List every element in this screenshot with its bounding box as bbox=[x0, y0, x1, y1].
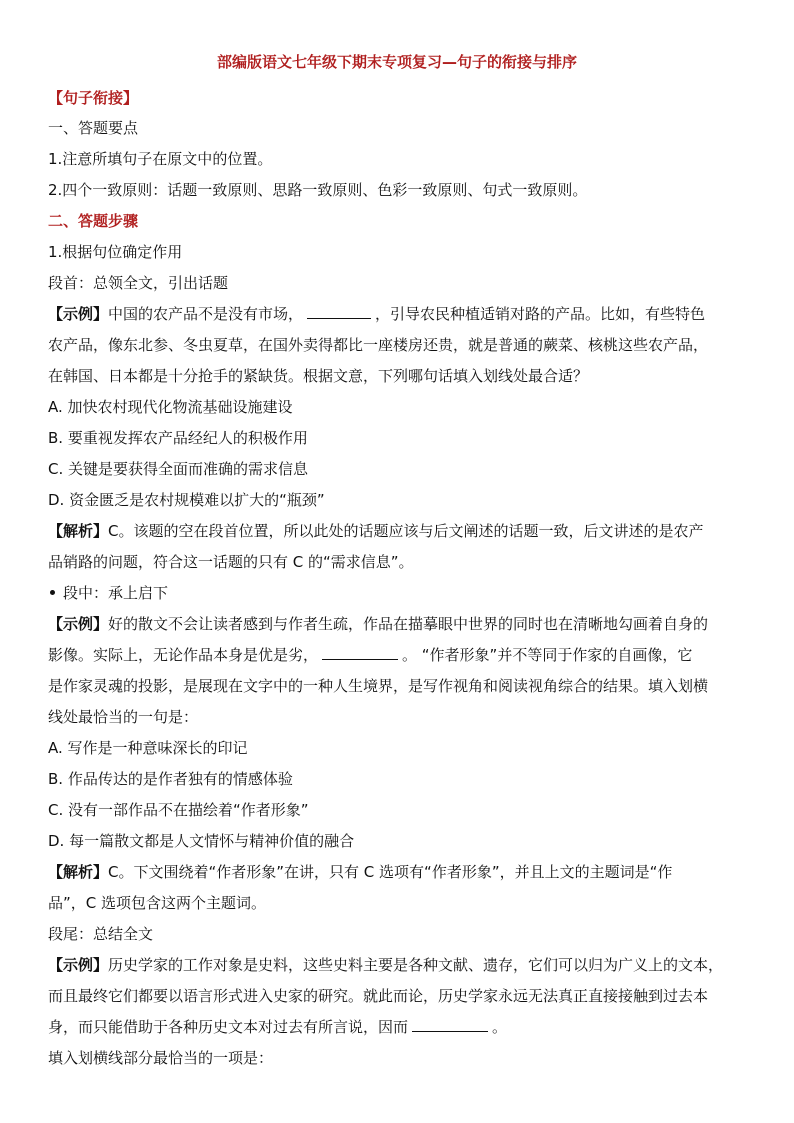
example-3-line-1: 【示例】历史学家的工作对象是史料，这些史料主要是各种文献、遗存，它们可以归为广义上的文本， bbox=[48, 956, 724, 974]
option-b: B. 要重视发挥农产品经纪人的积极作用 bbox=[48, 429, 308, 447]
example-1-line-2: 农产品，像东北参、冬虫夏草，在国外卖得都比一座楼房还贵，就是普通的蕨菜、核桃这些农产品， bbox=[48, 336, 709, 354]
step-1-paragraph-end: 段尾：总结全文 bbox=[48, 925, 154, 943]
option-a: A. 加快农村现代化物流基础设施建设 bbox=[48, 398, 293, 416]
example-tag: 【示例】 bbox=[48, 305, 109, 323]
example-2-line-4: 线处最恰当的一句是： bbox=[48, 708, 199, 726]
example-1-line-1: 【示例】中国的农产品不是没有市场， ，引导农民种植适销对路的产品。比如，有些特色 bbox=[48, 305, 706, 323]
page-title: 部编版语文七年级下期末专项复习—句子的衔接与排序 bbox=[216, 53, 577, 71]
fill-blank bbox=[412, 1017, 488, 1032]
analysis-tag: 【解析】 bbox=[48, 522, 109, 540]
example-3-line-4: 填入划横线部分最恰当的一项是： bbox=[48, 1049, 274, 1067]
step-1-paragraph-start: 段首：总领全文，引出话题 bbox=[48, 274, 229, 292]
heading-steps: 二、答题步骤 bbox=[48, 212, 139, 230]
point-1: 1.注意所填句子在原文中的位置。 bbox=[48, 150, 273, 168]
example-3-line-2: 而且最终它们都要以语言形式进入史家的研究。就此而论，历史学家永远无法真正直接接触到过去本 bbox=[48, 987, 709, 1005]
bullet-icon bbox=[50, 590, 55, 595]
fill-blank bbox=[322, 645, 398, 660]
example-1-line-3: 在韩国、日本都是十分抢手的紧缺货。根据文意，下列哪句话填入划线处最合适？ bbox=[48, 367, 589, 385]
example-3-line-3: 身，而只能借助于各种历史文本对过去有所言说，因而 。 bbox=[48, 1018, 508, 1036]
analysis-1-line-1: 【解析】C。该题的空在段首位置，所以此处的话题应该与后文阐述的话题一致，后文讲述的是农产 bbox=[48, 522, 704, 540]
option-c: C. 没有一部作品不在描绘着“作者形象” bbox=[48, 801, 309, 819]
option-d: D. 每一篇散文都是人文情怀与精神价值的融合 bbox=[48, 832, 355, 850]
point-2: 2.四个一致原则：话题一致原则、思路一致原则、色彩一致原则、句式一致原则。 bbox=[48, 181, 588, 199]
fill-blank bbox=[307, 304, 371, 319]
heading-key-points: 一、答题要点 bbox=[48, 119, 139, 137]
analysis-1-line-2: 品销路的问题，符合这一话题的只有 C 的“需求信息”。 bbox=[48, 553, 414, 571]
option-a: A. 写作是一种意味深长的印记 bbox=[48, 739, 248, 757]
step-1: 1.根据句位确定作用 bbox=[48, 243, 183, 261]
option-d: D. 资金匮乏是农村规模难以扩大的“瓶颈” bbox=[48, 491, 325, 509]
option-c: C. 关键是要获得全面而准确的需求信息 bbox=[48, 460, 309, 478]
analysis-2-line-2: 品”，C 选项包含这两个主题词。 bbox=[48, 894, 267, 912]
analysis-2-line-1: 【解析】C。下文围绕着“作者形象”在讲，只有 C 选项有“作者形象”，并且上文的主题词是“作 bbox=[48, 863, 673, 881]
step-1-paragraph-middle: 段中：承上启下 bbox=[48, 583, 168, 603]
example-2-line-3: 是作家灵魂的投影，是展现在文字中的一种人生境界，是写作视角和阅读视角综合的结果。填入划横 bbox=[48, 677, 709, 695]
example-2-line-2: 影像。实际上，无论作品本身是优是劣， 。 “作者形象”并不等同于作家的自画像，它 bbox=[48, 646, 693, 664]
option-b: B. 作品传达的是作者独有的情感体验 bbox=[48, 770, 293, 788]
section-heading: 【句子衔接】 bbox=[48, 89, 139, 107]
example-2-line-1: 【示例】好的散文不会让读者感到与作者生疏，作品在描摹眼中世界的同时也在清晰地勾画着自身的 bbox=[48, 615, 709, 633]
